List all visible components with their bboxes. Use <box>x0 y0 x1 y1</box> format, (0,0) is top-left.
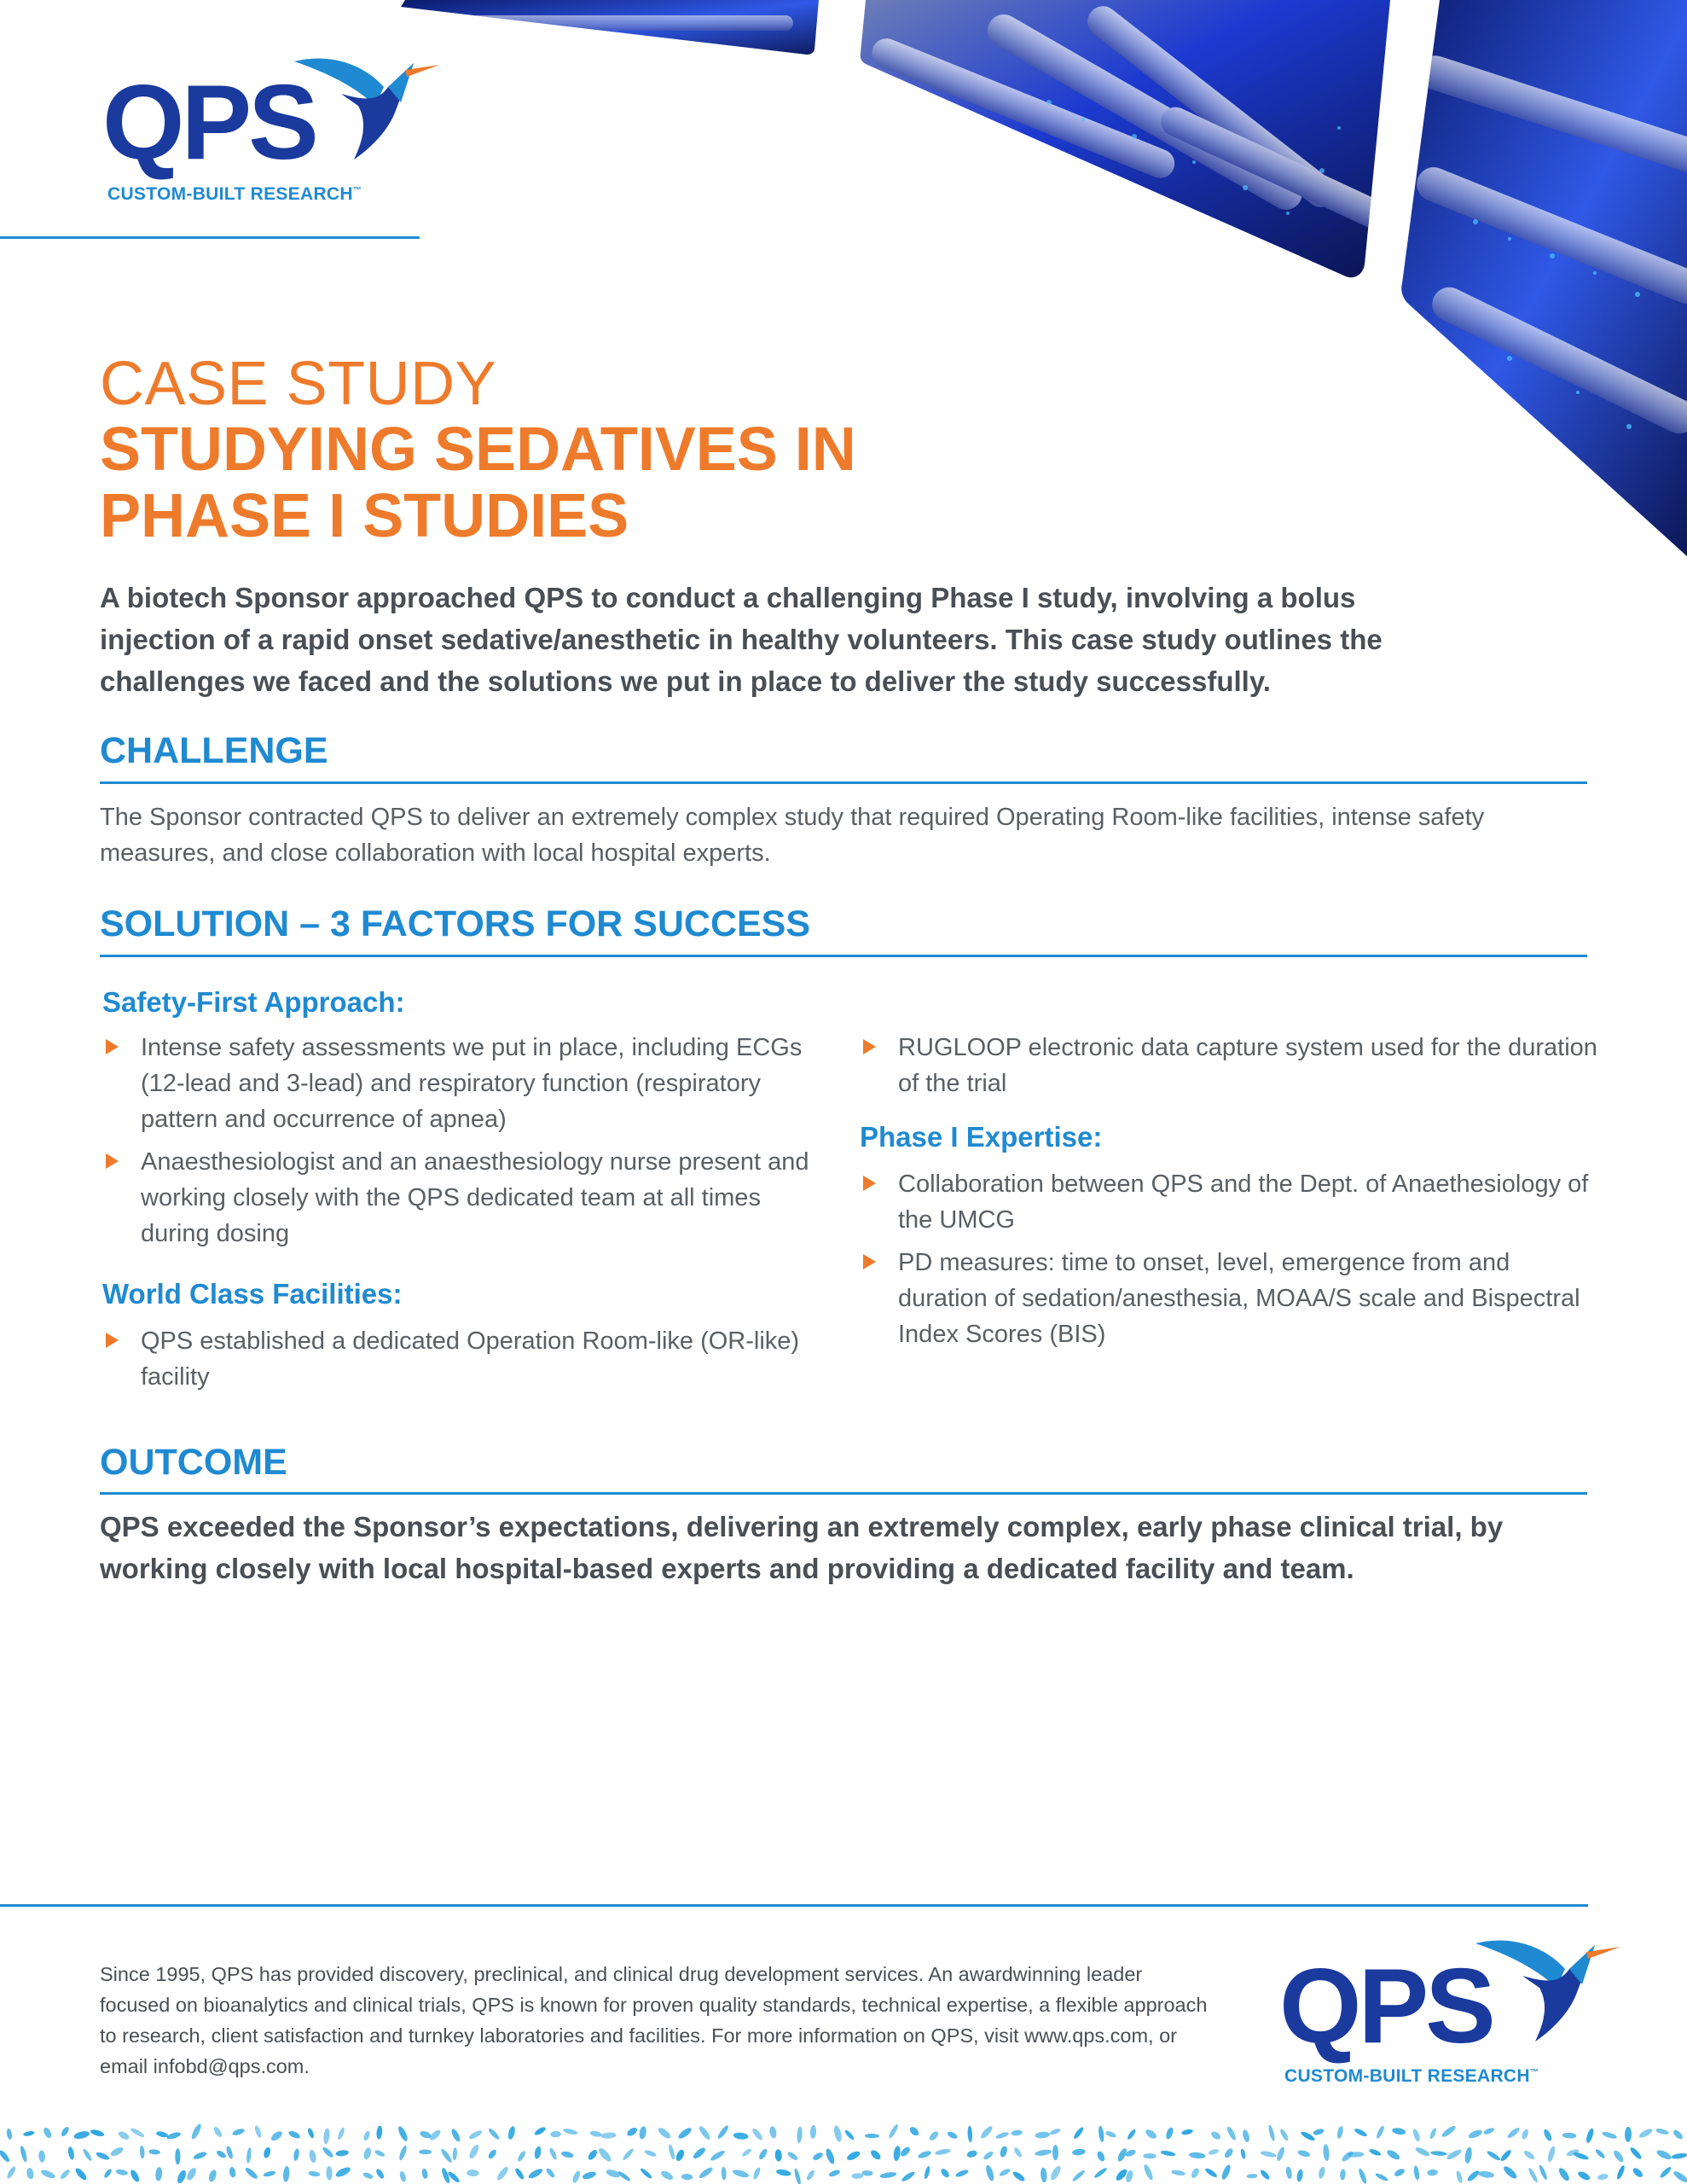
outcome-divider <box>100 1492 1587 1495</box>
intro-paragraph: A biotech Sponsor approached QPS to conduct a challenging Phase I study, involving a bolus injection of a rapid onset sedative/anesthetic in healthy volunteers. This case study outlines the challenges we faced and the solutions we put in place to deliver the study successfully. <box>100 582 1383 697</box>
hummingbird-logo-icon <box>1475 1935 1620 2046</box>
list-item: Anaesthesiologist and an anaesthesiology nurse present and working closely with the QPS dedicated team at all times during dosing <box>102 1144 836 1252</box>
solution-heading: SOLUTION – 3 FACTORS FOR SUCCESS <box>100 903 811 944</box>
title-line-2: PHASE I STUDIES <box>100 482 629 550</box>
outcome-heading: OUTCOME <box>100 1442 287 1483</box>
solution-left-column <box>102 985 836 1402</box>
case-study-kicker: CASE STUDY <box>100 350 497 418</box>
facilities-heading: World Class Facilities: <box>102 1278 403 1310</box>
challenge-heading: CHALLENGE <box>100 730 328 771</box>
challenge-text: The Sponsor contracted QPS to deliver an extremely complex study that required Operating Room-like facilities, intense safety measures, and close collaboration with local hospital experts. <box>100 804 1485 867</box>
list-item: Collaboration between QPS and the Dept. of Anaethesiology of the UMCG <box>860 1166 1602 1238</box>
footer-divider <box>0 1904 1588 1907</box>
expertise-list <box>860 1166 1602 1352</box>
logo-tagline: CUSTOM-BUILT RESEARCH™ <box>107 184 362 204</box>
logo-wordmark: QPS <box>102 64 316 182</box>
footer-about-text: Since 1995, QPS has provided discovery, preclinical, and clinical drug development services. An awardwinning leader focused on bioanalytics and clinical trials, QPS is known for proven quality standards, technical expertise, a flexible approach to research, client satisfaction and turnkey laboratories and facilities. For more information on QPS, visit www.qps.com, or email infobd@qps.com. <box>100 1963 1208 2077</box>
bullet-triangle-icon <box>106 1153 119 1169</box>
pattern-leaf <box>1052 2145 1058 2160</box>
outcome-text: QPS exceeded the Sponsor’s expectations, delivering an extremely complex, early phase clinical trial, by working closely with local hospital-based experts and providing a dedicated facility and team. <box>100 1511 1504 1584</box>
footer-logo[interactable] <box>1279 1930 1612 2092</box>
expertise-heading: Phase I Expertise: <box>860 1121 1103 1153</box>
header-logo[interactable] <box>102 53 435 215</box>
list-item: Intense safety assessments we put in place, including ECGs (12-lead and 3-lead) and respiratory function (respiratory pattern and occurrence of apnea) <box>102 1030 836 1137</box>
footer-logo-wordmark: QPS <box>1279 1948 1493 2065</box>
solution-right-column <box>860 1030 1602 1359</box>
bullet-triangle-icon <box>863 1176 876 1191</box>
list-item: RUGLOOP electronic data capture system used for the duration of the trial <box>860 1030 1602 1101</box>
footer-logo-tagline: CUSTOM-BUILT RESEARCH™ <box>1284 2066 1539 2086</box>
solution-divider <box>100 955 1587 957</box>
bullet-triangle-icon <box>863 1039 876 1054</box>
header-divider <box>0 236 420 239</box>
title-line-1: STUDYING SEDATIVES IN <box>100 415 856 484</box>
pattern-leaf <box>175 2148 180 2164</box>
list-item: QPS established a dedicated Operation Room-like (OR-like) facility <box>102 1323 836 1395</box>
pattern-leaf <box>419 2150 432 2155</box>
rugloop-list <box>860 1030 1602 1101</box>
safety-list <box>102 1030 836 1252</box>
footer-pattern-strip <box>0 2123 1687 2184</box>
bullet-triangle-icon <box>863 1254 876 1269</box>
facilities-list <box>102 1323 836 1395</box>
safety-heading: Safety-First Approach: <box>102 986 405 1018</box>
page-title <box>100 416 856 549</box>
list-item: PD measures: time to onset, level, emergence from and duration of sedation/anesthesia, MOAA/S scale and Bispectral Index Scores (BIS) <box>860 1245 1602 1352</box>
bullet-triangle-icon <box>106 1333 119 1348</box>
bullet-triangle-icon <box>106 1039 119 1054</box>
challenge-divider <box>100 781 1587 784</box>
